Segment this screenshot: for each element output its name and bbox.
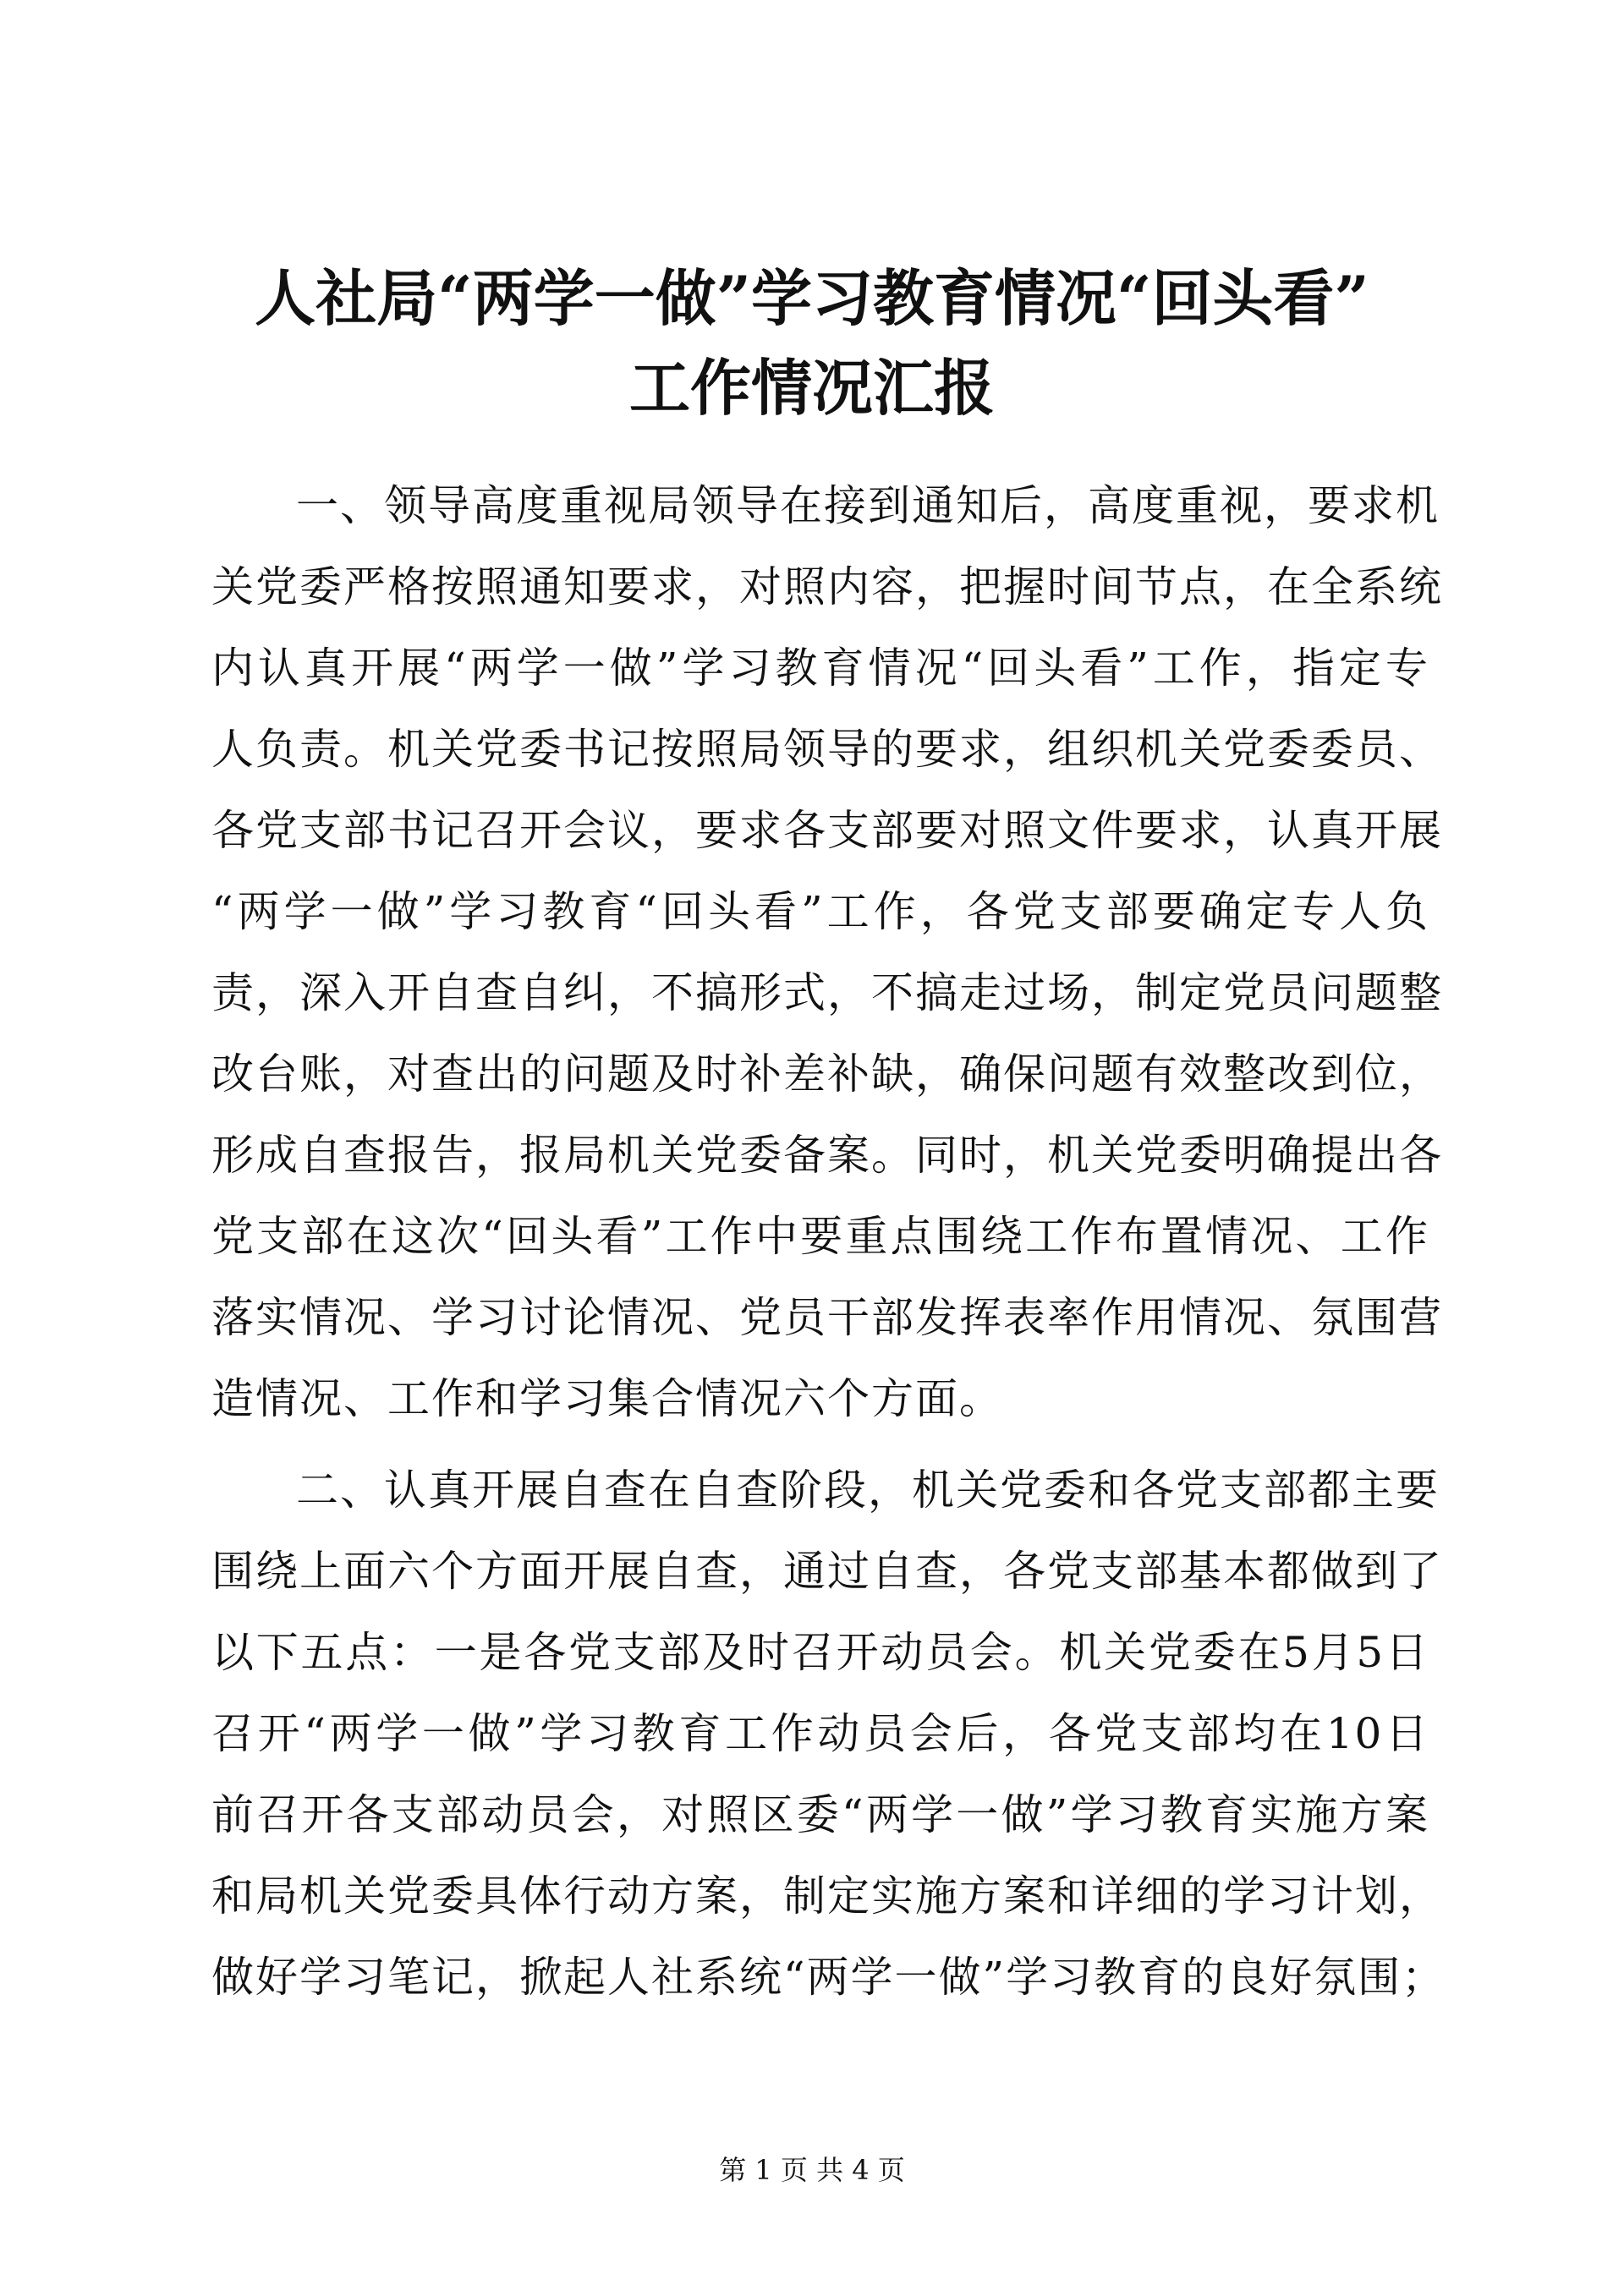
text-line: 各党支部书记召开会议，要求各支部要对照文件要求，认真开展: [211, 806, 1443, 855]
page-footer: [0, 2153, 1624, 2187]
text-line: 以下五点：一是各党支部及时召开动员会。机关党委在5月5日: [211, 1628, 1429, 1677]
paragraph-gap: [211, 1439, 1429, 1449]
document-body: [211, 465, 1446, 2018]
page-number: 第 1 页 共 4 页: [719, 2154, 905, 2186]
title-line-1: 人社局“两学一做”学习教育情况“回头看”: [255, 262, 1369, 334]
paragraph-1: [211, 465, 1443, 1439]
text-line: 造情况、工作和学习集合情况六个方面。: [211, 1374, 1003, 1423]
text-line: 召开“两学一做”学习教育工作动员会后，各党支部均在10日: [211, 1709, 1429, 1758]
text-line: 内认真开展“两学一做”学习教育情况“回头看”工作，指定专: [211, 644, 1429, 693]
document-title: [169, 254, 1455, 433]
text-line: 落实情况、学习讨论情况、党员干部发挥表率作用情况、氛围营: [211, 1293, 1443, 1342]
text-line: “两学一做”学习教育“回头看”工作，各党支部要确定专人负: [211, 887, 1429, 936]
text-line: 党支部在这次“回头看”工作中要重点围绕工作布置情况、工作: [211, 1212, 1429, 1261]
text-line: 前召开各支部动员会，对照区委“两学一做”学习教育实施方案: [211, 1790, 1429, 1839]
text-line: 二、认真开展自查在自查阶段，机关党委和各党支部都主要: [296, 1466, 1440, 1515]
text-line: 做好学习笔记，掀起人社系统“两学一做”学习教育的良好氛围；: [211, 1953, 1446, 2002]
text-line: 围绕上面六个方面开展自查，通过自查，各党支部基本都做到了: [211, 1547, 1443, 1596]
paragraph-2: [211, 1449, 1446, 2018]
text-line: 人负责。机关党委书记按照局领导的要求，组织机关党委委员、: [211, 725, 1443, 774]
text-line: 形成自查报告，报局机关党委备案。同时，机关党委明确提出各: [211, 1131, 1443, 1180]
title-line-2: 工作情况汇报: [628, 352, 995, 424]
text-line: 一、领导高度重视局领导在接到通知后，高度重视，要求机: [296, 481, 1440, 530]
text-line: 关党委严格按照通知要求，对照内容，把握时间节点，在全系统: [211, 562, 1443, 611]
text-line: 责，深入开自查自纠，不搞形式，不搞走过场，制定党员问题整: [211, 968, 1443, 1017]
text-line: 和局机关党委具体行动方案，制定实施方案和详细的学习计划，: [211, 1871, 1443, 1921]
text-line: 改台账，对查出的问题及时补差补缺，确保问题有效整改到位，: [211, 1049, 1443, 1099]
